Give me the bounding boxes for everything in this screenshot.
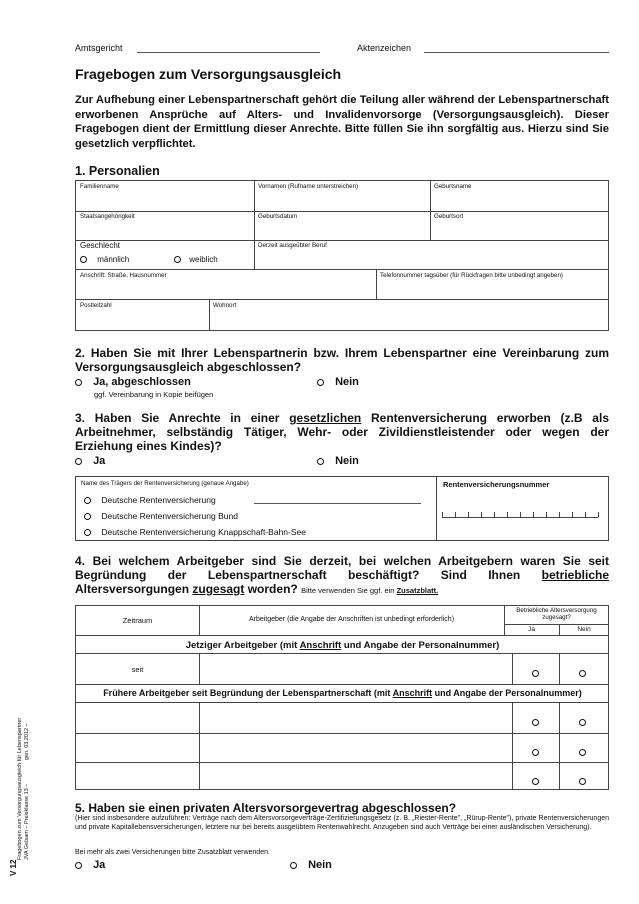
wohnort-label: Wohnort [213,302,237,309]
weiblich-option[interactable] [174,255,218,264]
vornamen-label: Vornamen (Rufname unterstreichen) [258,183,359,190]
traeger-knappschaft-radio[interactable] [84,529,91,536]
page-title: Fragebogen zum Versorgungsausgleich [75,66,342,82]
geburtsort-label: Geburtsort [434,213,464,220]
weiblich-label: weiblich [189,255,218,264]
col-arbeitgeber: Arbeitgeber (die Angabe der Anschriften ist unbedingt erforderlich) [248,616,455,623]
side-line3: gen. 03.2012 – [24,723,30,760]
section5-ja-label: Ja [93,859,106,871]
maennlich-label: männlich [97,255,130,264]
rvnummer-input[interactable] [442,507,598,518]
traeger-option-drv[interactable] [84,495,216,505]
section2-nein-option[interactable] [317,376,359,388]
weiblich-radio[interactable] [174,256,181,263]
frueher2-nein-radio[interactable] [579,744,586,762]
traeger-drv-field[interactable] [254,503,421,504]
section3-ja-radio[interactable] [75,458,82,465]
form-code: V 12 [9,859,18,876]
aktenzeichen-field[interactable] [424,52,609,53]
side-line1: Fragebogen zum Versorgungsausgleich für Lebenspartner [17,717,23,860]
section2-nein-radio[interactable] [317,379,324,386]
familienname-label: Familienname [80,183,119,190]
col-nein: Nein [577,626,591,633]
traeger-drv-radio[interactable] [84,497,91,504]
traeger-label: Name des Trägers der Rentenversicherung (genaue Angabe) [81,480,249,487]
aktenzeichen-label: Aktenzeichen [357,43,412,53]
maennlich-radio[interactable] [80,256,87,263]
section3-nein-option[interactable] [317,455,359,467]
section5-ja-option[interactable] [75,859,105,871]
intro-text: Zur Aufhebung einer Lebenspartnerschaft gehört die Teilung aller während der Lebenspartnerschaft erworbenen Ansprüche auf Alters- und Invalidenvorsorge (Versorgungsausgleich). Dieser Fragebogen dient der Ermittlung dieser Anrechte. Bitte füllen Sie ihn sorgfältig aus. Hierzu sind Sie gesetzlich verpflichtet. [75,94,609,150]
section2-ja-label: Ja, abgeschlossen [93,376,191,388]
traeger-bund-radio[interactable] [84,513,91,520]
frueher2-ja-radio[interactable] [532,744,539,762]
frueher3-ja-radio[interactable] [532,773,539,791]
col-betrieblich: Betriebliche Altersversorgung zugesagt? [516,607,597,621]
section5-nein-radio[interactable] [290,862,297,869]
section2-question: 2. Haben Sie mit Ihrer Lebenspartnerin bzw. Ihrem Lebenspartner eine Vereinbarung zum Versorgungsausgleich abgeschlossen? [75,346,609,374]
section3-ja-option[interactable] [75,455,105,467]
personalien-box [75,180,609,331]
traeger-knappschaft-label: Deutsche Rentenversicherung Knappschaft-Bahn-See [101,527,306,537]
section5-nein-option[interactable] [290,859,332,871]
section4-question: 4. Bei welchem Arbeitgeber sind Sie derzeit, bei welchen Arbeitgebern waren Sie seit Begründung der Lebenspartnerschaft beschäftigt? Sind Ihnen betriebliche Altersversorgungen zugesagt worden? Bitte verwenden Sie ggf. ein Zusatzblatt. [75,554,609,596]
section2-nein-label: Nein [335,376,359,388]
frueher1-ja-radio[interactable] [532,714,539,732]
postleitzahl-label: Postleitzahl [80,302,112,309]
geschlecht-label: Geschlecht [80,241,121,250]
amtsgericht-field[interactable] [137,52,320,53]
beruf-label: Derzeit ausgeübter Beruf [258,242,327,249]
staatsangehoerigkeit-label: Staatsangehörigkeit [80,213,135,220]
col-ja: Ja [528,626,535,633]
section5-question: 5. Haben sie einen privaten Altersvorsorgevertrag abgeschlossen? [75,801,457,815]
side-line2: JVA Gelsam – Preisklasse 13 – [24,783,30,860]
frueher3-nein-radio[interactable] [579,773,586,791]
jetzt-ja-radio[interactable] [532,665,539,683]
geburtsdatum-label: Geburtsdatum [258,213,298,220]
section3-nein-radio[interactable] [317,458,324,465]
section1-heading: 1. Personalien [75,164,160,178]
arbeitgeber-table [75,605,609,790]
section5-note2: Bei mehr als zwei Versicherungen bitte Zusatzblatt verwenden. [75,849,270,856]
traeger-option-bund[interactable] [84,511,238,521]
jetzt-nein-radio[interactable] [579,665,586,683]
section5-ja-radio[interactable] [75,862,82,869]
traeger-bund-label: Deutsche Rentenversicherung Bund [101,511,238,521]
section5-nein-label: Nein [308,859,332,871]
seit-label: seit [131,665,144,674]
telefon-label: Telefonnummer tagsüber (für Rückfragen bitte unbedingt angeben) [380,272,563,279]
rentenversicherung-box [75,476,609,541]
section3-nein-label: Nein [335,455,359,467]
frueher1-nein-radio[interactable] [579,714,586,732]
section3-ja-label: Ja [93,455,106,467]
section2-ja-radio[interactable] [75,379,82,386]
rvnummer-label: Rentenversicherungsnummer [443,480,550,489]
traeger-drv-label: Deutsche Rentenversicherung [101,495,216,505]
traeger-option-knappschaft[interactable] [84,527,306,537]
col-zeitraum: Zeitraum [122,616,153,625]
section3-question: 3. Haben Sie Anrechte in einer gesetzlichen Rentenversicherung erworben (z.B als Arbeitnehmer, selbständig Tätiger, Wehr- oder Zivildienstleistender oder wegen der Erziehung eines Kindes)? [75,411,609,453]
jetziger-arbeitgeber-heading: Jetziger Arbeitgeber (mit Anschrift und Angabe der Personalnummer) [185,640,500,651]
geburtsname-label: Geburtsname [434,183,472,190]
side-imprint [0,0,40,904]
anschrift-label: Anschrift: Straße, Hausnummer [80,272,167,279]
maennlich-option[interactable] [80,255,129,264]
section2-ja-option[interactable] [75,376,191,388]
section2-ja-note: ggf. Vereinbarung in Kopie beifügen [94,390,214,399]
amtsgericht-label: Amtsgericht [75,43,123,53]
fruehere-arbeitgeber-heading: Frühere Arbeitgeber seit Begründung der Lebenspartnerschaft (mit Anschrift und Angabe der Personalnummer) [103,688,582,698]
section5-note: (Hier sind insbesondere aufzuführen: Verträge nach dem Altersvorsorgeverträge-Zertifizierungsgesetz (z. B. „Riester-Rente", „Rürup-Rente"), private Rentenversicherungen und private Kapitallebensversicherungen, letztere nur bei bereits ausgeübtem Rentenwahlrecht. Anzugeben sind auch Verträge bei einer ausländischen Versicherung). [75,815,609,831]
